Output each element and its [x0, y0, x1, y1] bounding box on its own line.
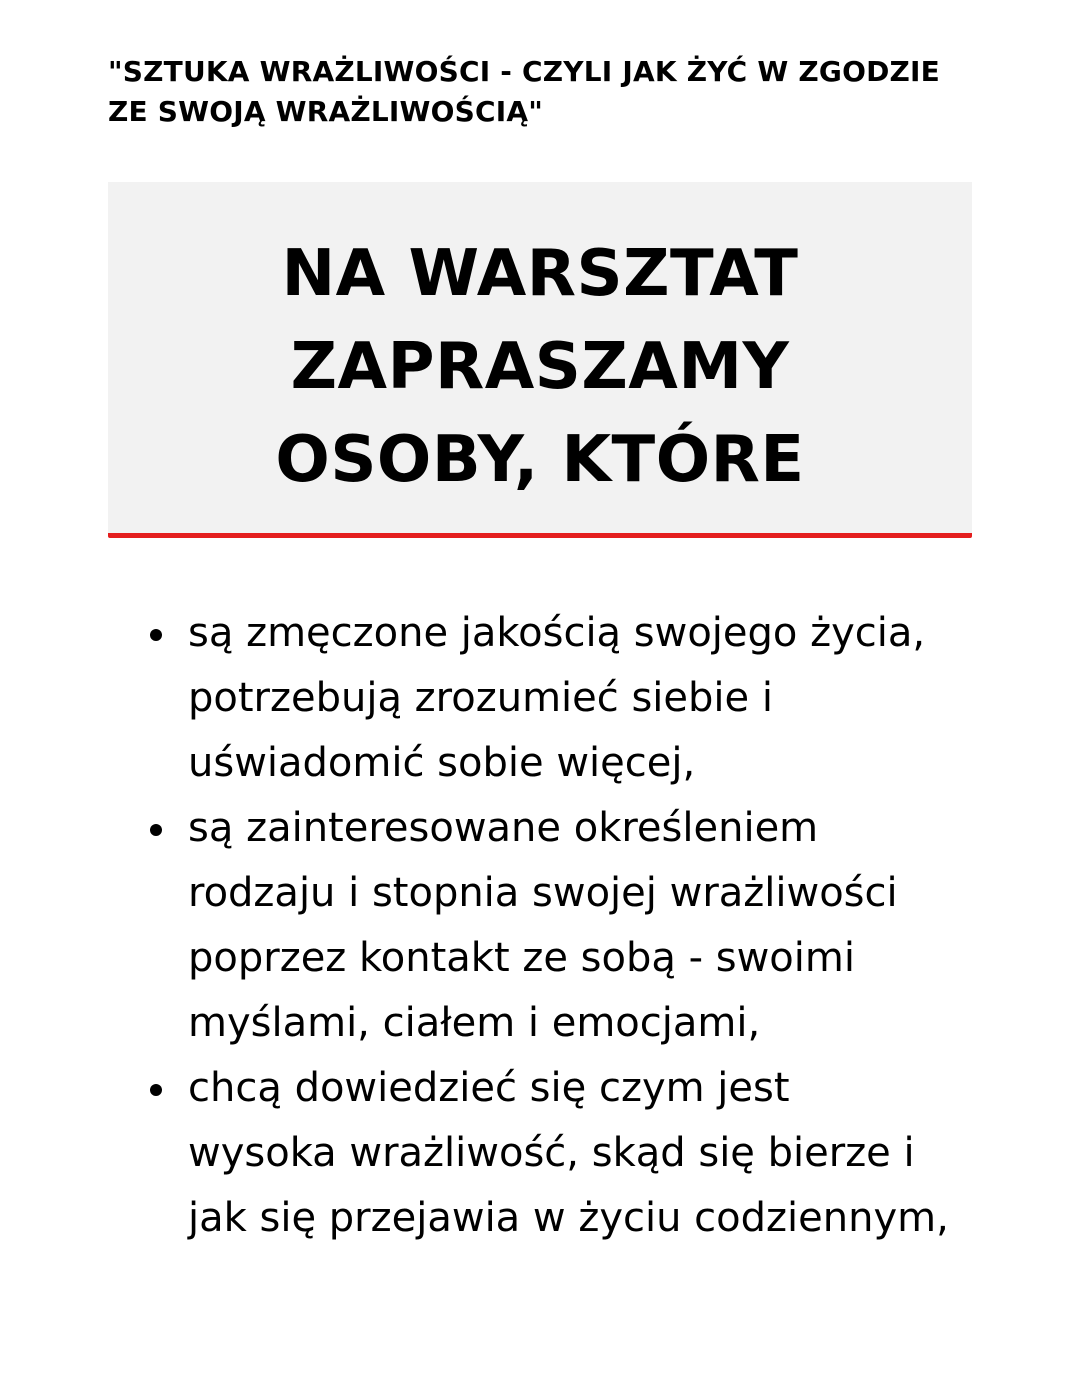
- headline-line-2: ZAPRASZAMY: [290, 330, 790, 404]
- criteria-list-item: [188, 601, 988, 796]
- bullet-icon: [150, 629, 162, 641]
- headline-line-3: OSOBY, KTÓRE: [275, 423, 805, 497]
- criteria-line: rodzaju i stopnia swojej wrażliwości: [188, 870, 898, 916]
- workshop-series-title: [108, 52, 988, 132]
- series-title-line-2: ZE SWOJĄ WRAŻLIWOŚCIĄ": [108, 95, 544, 128]
- criteria-line: są zmęczone jakością swojego życia,: [188, 610, 926, 656]
- criteria-line: chcą dowiedzieć się czym jest: [188, 1065, 790, 1111]
- participant-criteria-list: [188, 601, 988, 1251]
- criteria-line: uświadomić sobie więcej,: [188, 740, 696, 786]
- headline-line-1: NA WARSZTAT: [281, 237, 799, 311]
- criteria-line: jak się przejawia w życiu codziennym,: [188, 1195, 949, 1241]
- bullet-icon: [150, 1084, 162, 1096]
- criteria-list-item: [188, 1056, 988, 1251]
- criteria-line: myślami, ciałem i emocjami,: [188, 1000, 761, 1046]
- criteria-line: są zainteresowane określeniem: [188, 805, 819, 851]
- criteria-line: potrzebują zrozumieć siebie i: [188, 675, 773, 721]
- headline: [108, 228, 972, 507]
- series-title-line-1: "SZTUKA WRAŻLIWOŚCI - CZYLI JAK ŻYĆ W ZGODZIE: [108, 55, 940, 88]
- headline-panel: [108, 182, 972, 538]
- criteria-line: wysoka wrażliwość, skąd się bierze i: [188, 1130, 915, 1176]
- criteria-line: poprzez kontakt ze sobą - swoimi: [188, 935, 855, 981]
- criteria-list-item: [188, 796, 988, 1056]
- bullet-icon: [150, 824, 162, 836]
